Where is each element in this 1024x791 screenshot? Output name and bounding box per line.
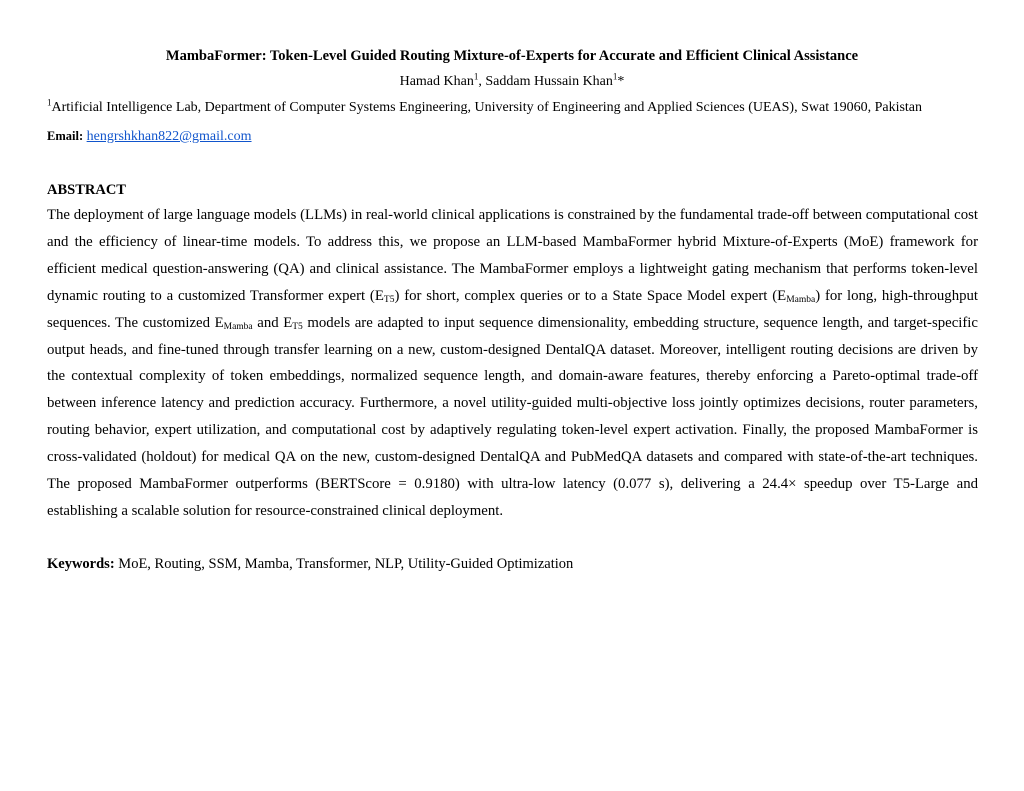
author-name: Hamad Khan: [399, 74, 474, 89]
keywords-line: [47, 554, 573, 574]
abstract-text: ) for short, complex queries or to a State Space Model expert (E: [394, 287, 787, 304]
subscript: T5: [292, 321, 303, 332]
author-name: Saddam Hussain Khan: [485, 74, 613, 89]
email-line: [47, 126, 252, 147]
affiliation-marker: 1: [612, 71, 618, 82]
subscript: T5: [383, 294, 395, 305]
subscript: Mamba: [223, 321, 253, 332]
abstract-heading: ABSTRACT: [47, 182, 126, 198]
keywords-text: MoE, Routing, SSM, Mamba, Transformer, NLP, Utility-Guided Optimization: [118, 556, 574, 572]
affiliation: [47, 98, 922, 118]
subscript: Mamba: [786, 294, 816, 305]
abstract-text: The deployment of large language models (LLMs) in real-world clinical applications is constrained by the fundamental trade-off between computational cost and the efficiency of linear-time models. To address this, we propose an LLM-based MambaFormer hybrid Mixture-of-Experts (MoE) framework for efficient medical question-answering (QA) and clinical assistance. The MambaFormer employs a lightweight gating mechanism that performs token-level dynamic routing to a customized Transformer expert (E: [47, 207, 978, 304]
abstract-text: models are adapted to input sequence dimensionality, embedding structure, sequence length, and target-specific output heads, and fine-tuned through transfer learning on a new, custom-designed DentalQA dataset. Moreover, intelligent routing decisions are driven by the contextual complexity of token embeddings, normalized sequence length, and domain-aware features, thereby enforcing a Pareto-optimal trade-off between inference latency and prediction accuracy. Furthermore, a novel utility-guided multi-objective loss jointly optimizes decisions, router parameters, routing behavior, expert utilization, and computational cost by adaptively regulating token-level expert activation. Finally, the proposed MambaFormer is cross-validated (holdout) for medical QA on the new, custom-designed DentalQA and PubMedQA datasets and compared with state-of-the-art techniques. The proposed MambaFormer outperforms (BERTScore = 0.9180) with ultra-low latency (0.077 s), delivering a 24.4× speedup over T5-Large and establishing a scalable solution for resource-constrained clinical deployment.: [47, 314, 978, 519]
email-label: Email:: [47, 129, 84, 143]
abstract-text: ) for long, high-throughput sequences. The customized E: [47, 287, 978, 331]
keywords-label: Keywords:: [47, 556, 115, 572]
email-link[interactable]: hengrshkhan822@gmail.com: [86, 129, 252, 144]
abstract-text: and E: [252, 314, 293, 331]
affiliation-marker: 1: [47, 97, 52, 108]
affiliation-text: Artificial Intelligence Lab, Department of Computer Systems Engineering, University of Engineering and Applied Sciences (UEAS), Swat 19060, Pakistan: [51, 100, 923, 115]
paper-title: MambaFormer: Token-Level Guided Routing Mixture-of-Experts for Accurate and Efficient Clinical Assistance: [165, 48, 859, 64]
author-separator: ,: [478, 74, 486, 89]
affiliation-marker: 1: [473, 71, 479, 82]
corresponding-author-mark: *: [617, 74, 625, 89]
abstract-body: [47, 202, 978, 525]
author-list: [0, 72, 1024, 92]
